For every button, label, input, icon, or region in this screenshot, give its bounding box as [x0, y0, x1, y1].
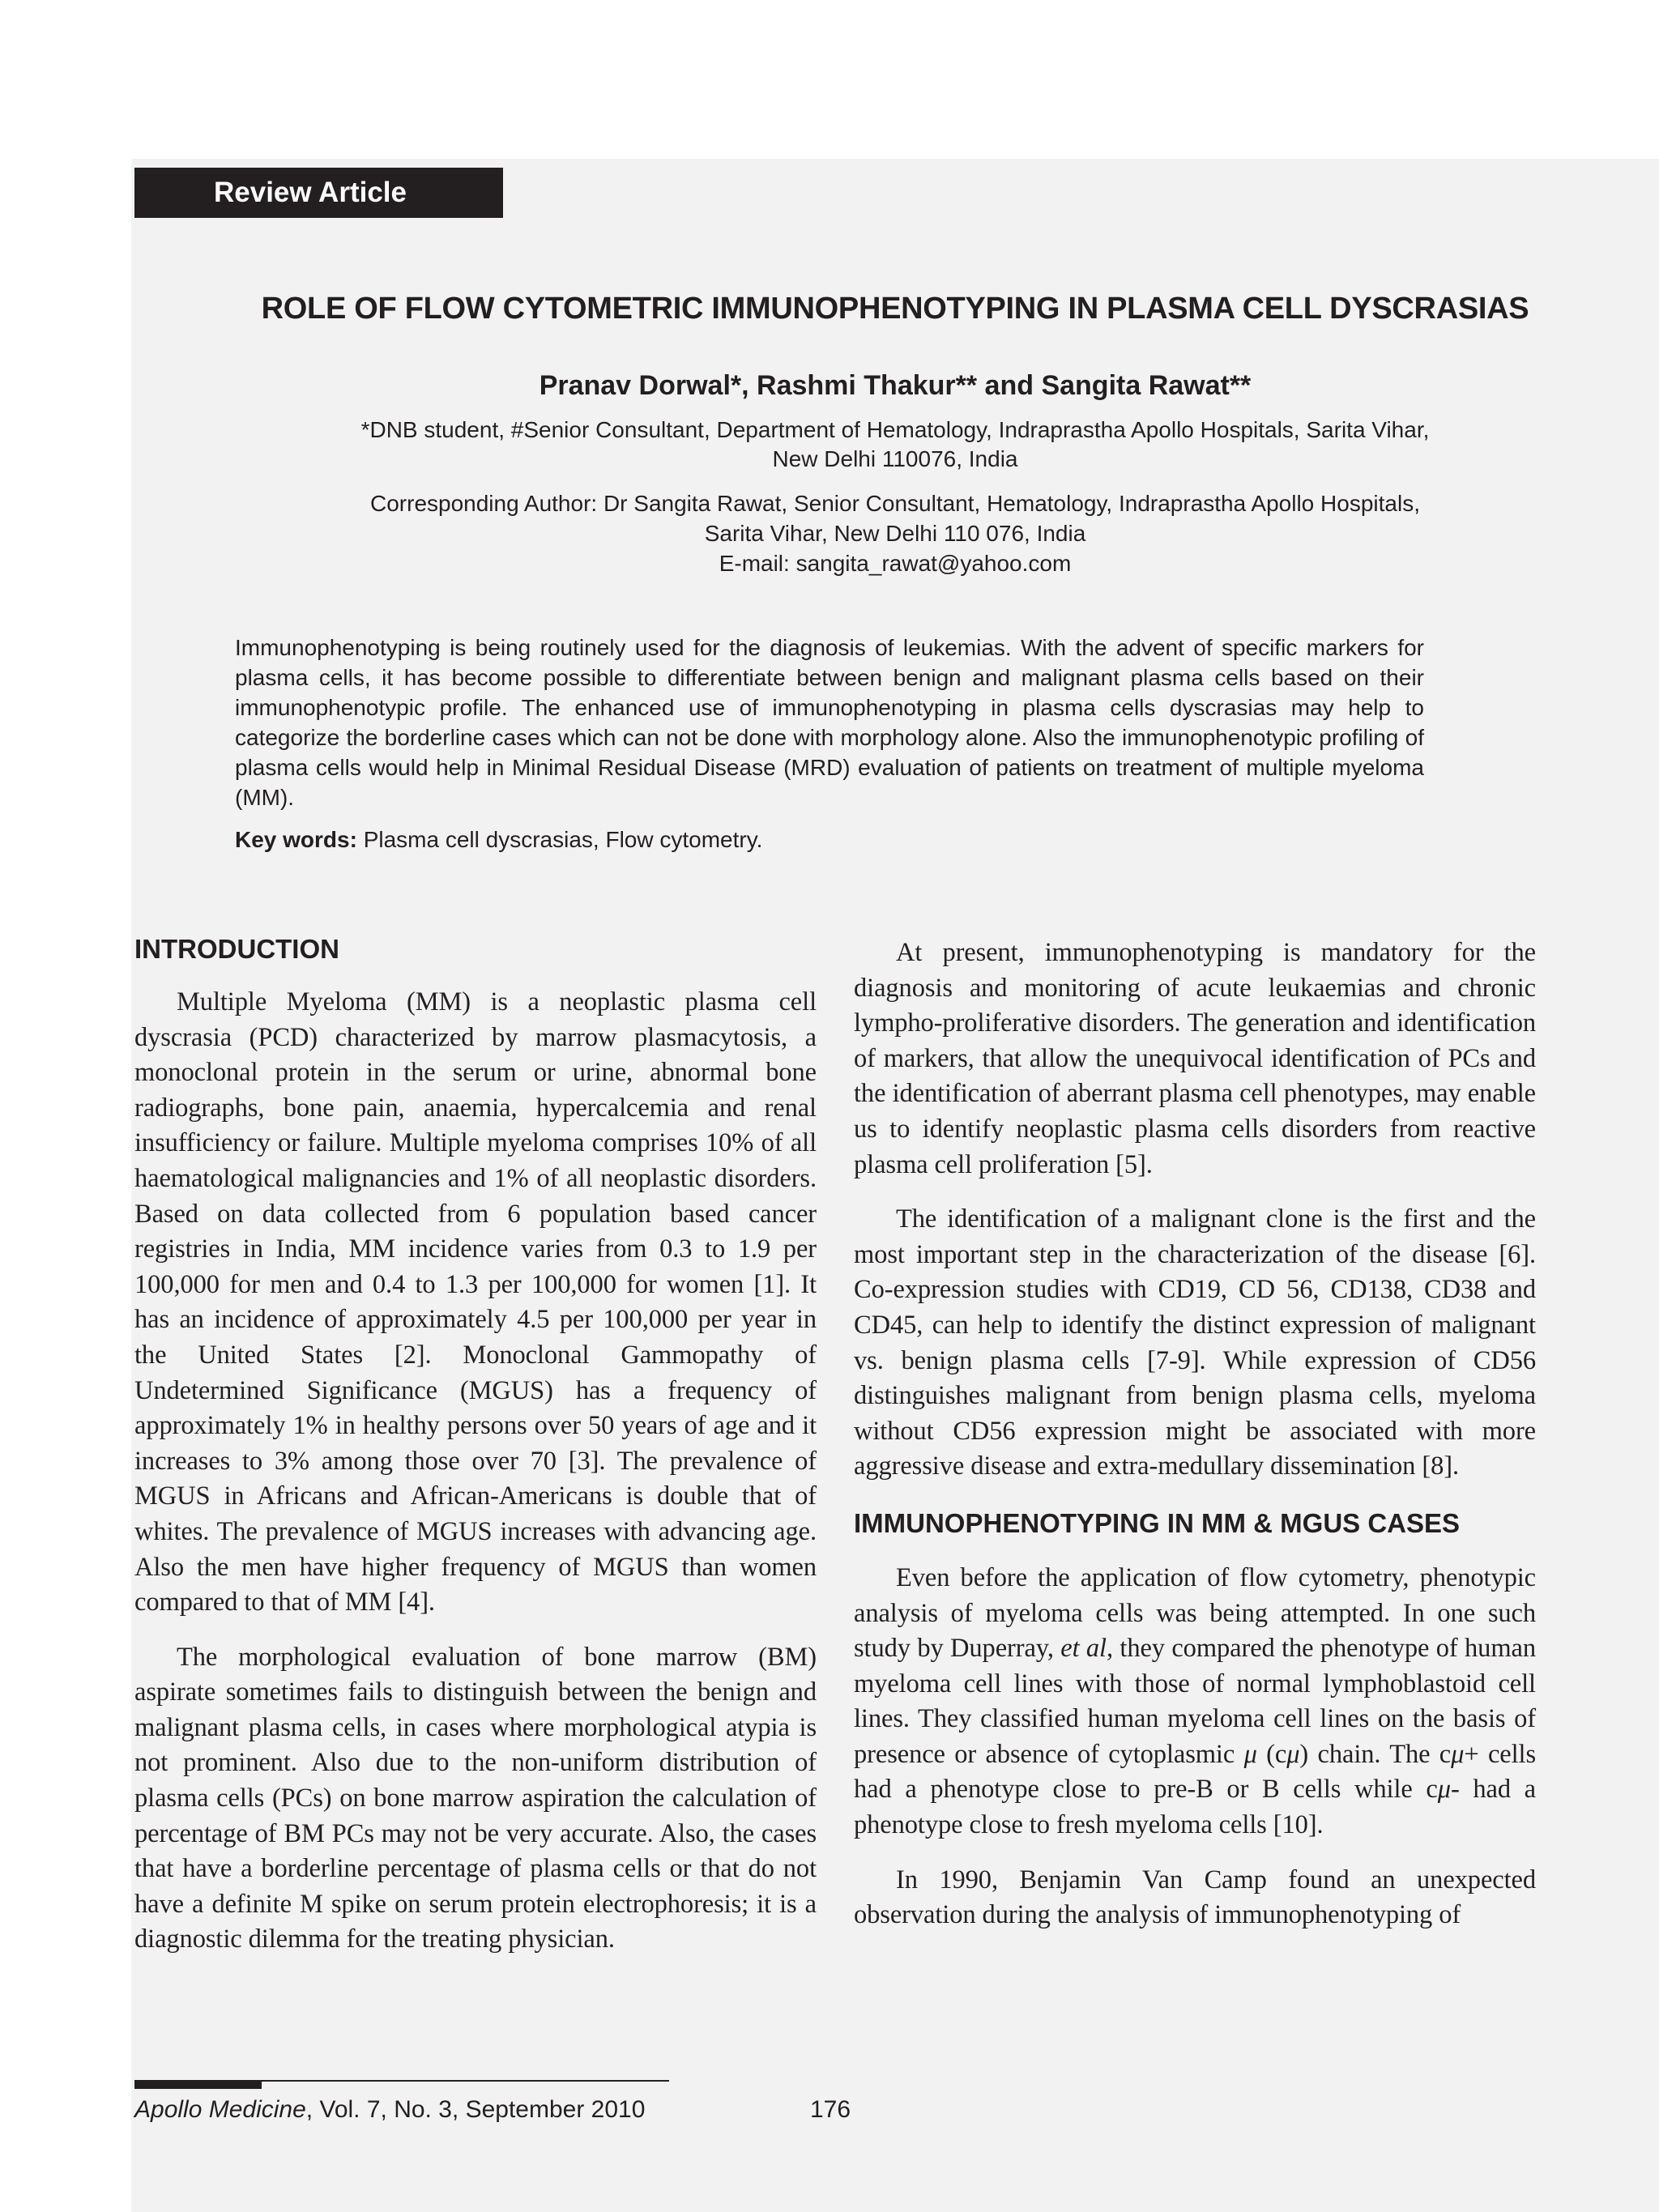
intro-paragraph-1: Multiple Myeloma (MM) is a neoplastic plasma cell dyscrasia (PCD) characterized by marrow plasmacytosis, a monoclonal protein in the serum or urine, abnormal bone radiographs, bone pain, anaemia, hypercalcemia and renal insufficiency or failure. Multiple myeloma comprises 10% of all haematological malignancies and 1% of all neoplastic disorders. Based on data collected from 6 population based cancer registries in India, MM incidence varies from 0.3 to 1.9 per 100,000 for men and 0.4 to 1.3 per 100,000 for women [1]. It has an incidence of approximately 4.5 per 100,000 per year in the United States [2]. Monoclonal Gammopathy of Undetermined Significance (MGUS) has a frequency of approximately 1% in healthy persons over 50 years of age and it increases to 3% among those over 70 [3]. The prevalence of MGUS in Africans and African-Americans is double that of whites. The prevalence of MGUS increases with advancing age. Also the men have higher frequency of MGUS than women compared to that of MM [4]. — [134, 987, 817, 1617]
immuno-paragraph-1: Even before the application of flow cytometry, phenotypic analysis of myeloma cells was being attempted. In one such study by Duperray, et al, they compared the phenotype of human myeloma cell lines with those of normal lymphoblastoid cell lines. They classified human myeloma cell lines on the basis of presence or absence of cytoplasmic μ (cμ) chain. The cμ+ cells had a phenotype close to pre-B or B cells while cμ- had a phenotype close to fresh myeloma cells [10]. — [854, 1562, 1536, 1840]
keywords-text: Plasma cell dyscrasias, Flow cytometry. — [356, 827, 763, 852]
page-number: 176 — [810, 2096, 851, 2123]
intro-paragraph-4: The identification of a malignant clone is the first and the most important step in the characterization of the disease [6]. Co-expression studies with CD19, CD 56, CD138, CD38 and CD45, can help to identify the distinct expression of malignant vs. benign plasma cells [7-9]. While expression of CD56 distinguishes malignant from benign plasma cells, myeloma without CD56 expression might be associated with more aggressive disease and extra-medullary dissemination [8]. — [854, 1204, 1536, 1481]
immuno-paragraph-2: In 1990, Benjamin Van Camp found an unexpected observation during the analysis of immunophenotyping of — [854, 1865, 1536, 1930]
intro-paragraph-3: At present, immunophenotyping is mandatory for the diagnosis and monitoring of acute leukaemias and chronic lympho-proliferative disorders. The generation and identification of markers, that allow the unequivocal identification of PCs and the identification of aberrant plasma cell phenotypes, may enable us to identify neoplastic plasma cells disorders from reactive plasma cell proliferation [5]. — [854, 938, 1536, 1179]
author-list: Pranav Dorwal*, Rashmi Thakur** and Sangita Rawat** — [539, 370, 1252, 401]
immunophenotyping-heading: IMMUNOPHENOTYPING IN MM & MGUS CASES — [854, 1507, 1461, 1538]
intro-paragraph-2: The morphological evaluation of bone marrow (BM) aspirate sometimes fails to distinguish between the benign and malignant plasma cells, in cases where morphological atypia is not prominent. Also due to the non-uniform distribution of plasma cells (PCs) on bone marrow aspiration the calculation of percentage of BM PCs may not be very accurate. Also, the cases that have a borderline percentage of plasma cells or that do not have a definite M spike on serum protein electrophoresis; it is a diagnostic dilemma for the treating physician. — [134, 1642, 817, 1954]
corresponding-line-1: Corresponding Author: Dr Sangita Rawat, Senior Consultant, Hematology, Indraprastha Apollo Hospitals, — [370, 491, 1420, 516]
article-title: ROLE OF FLOW CYTOMETRIC IMMUNOPHENOTYPING IN PLASMA CELL DYSCRASIAS — [261, 292, 1529, 326]
keywords-label: Key words: — [235, 827, 357, 852]
abstract: Immunophenotyping is being routinely used for the diagnosis of leukemias. With the advent of specific markers for plasma cells, it has become possible to differentiate between benign and malignant plasma cells based on their immunophenotypic profile. The enhanced use of immunophenotyping in plasma cells dyscrasias may help to categorize the borderline cases which can not be done with morphology alone. Also the immunophenotypic profiling of plasma cells would help in Minimal Residual Disease (MRD) evaluation of patients on treatment of multiple myeloma (MM). — [235, 635, 1424, 810]
corresponding-author — [204, 488, 1586, 578]
affiliation-line-2: New Delhi 110076, India — [772, 446, 1018, 471]
corresponding-email: E-mail: sangita_rawat@yahoo.com — [719, 551, 1072, 576]
left-column — [134, 931, 817, 1958]
keywords — [235, 825, 1424, 855]
footer-accent-bar — [134, 2080, 262, 2089]
article-type-banner: Review Article — [134, 168, 503, 218]
affiliation-line-1: *DNB student, #Senior Consultant, Department of Hematology, Indraprastha Apollo Hospitals, Sarita Vihar, — [360, 417, 1430, 442]
affiliation — [204, 416, 1586, 474]
right-column — [854, 936, 1536, 1933]
corresponding-line-2: Sarita Vihar, New Delhi 110 076, India — [704, 521, 1086, 546]
footer-citation — [134, 2094, 645, 2126]
introduction-heading: INTRODUCTION — [134, 934, 339, 964]
issue-details: , Vol. 7, No. 3, September 2010 — [305, 2096, 646, 2123]
journal-name: Apollo Medicine — [134, 2096, 306, 2123]
